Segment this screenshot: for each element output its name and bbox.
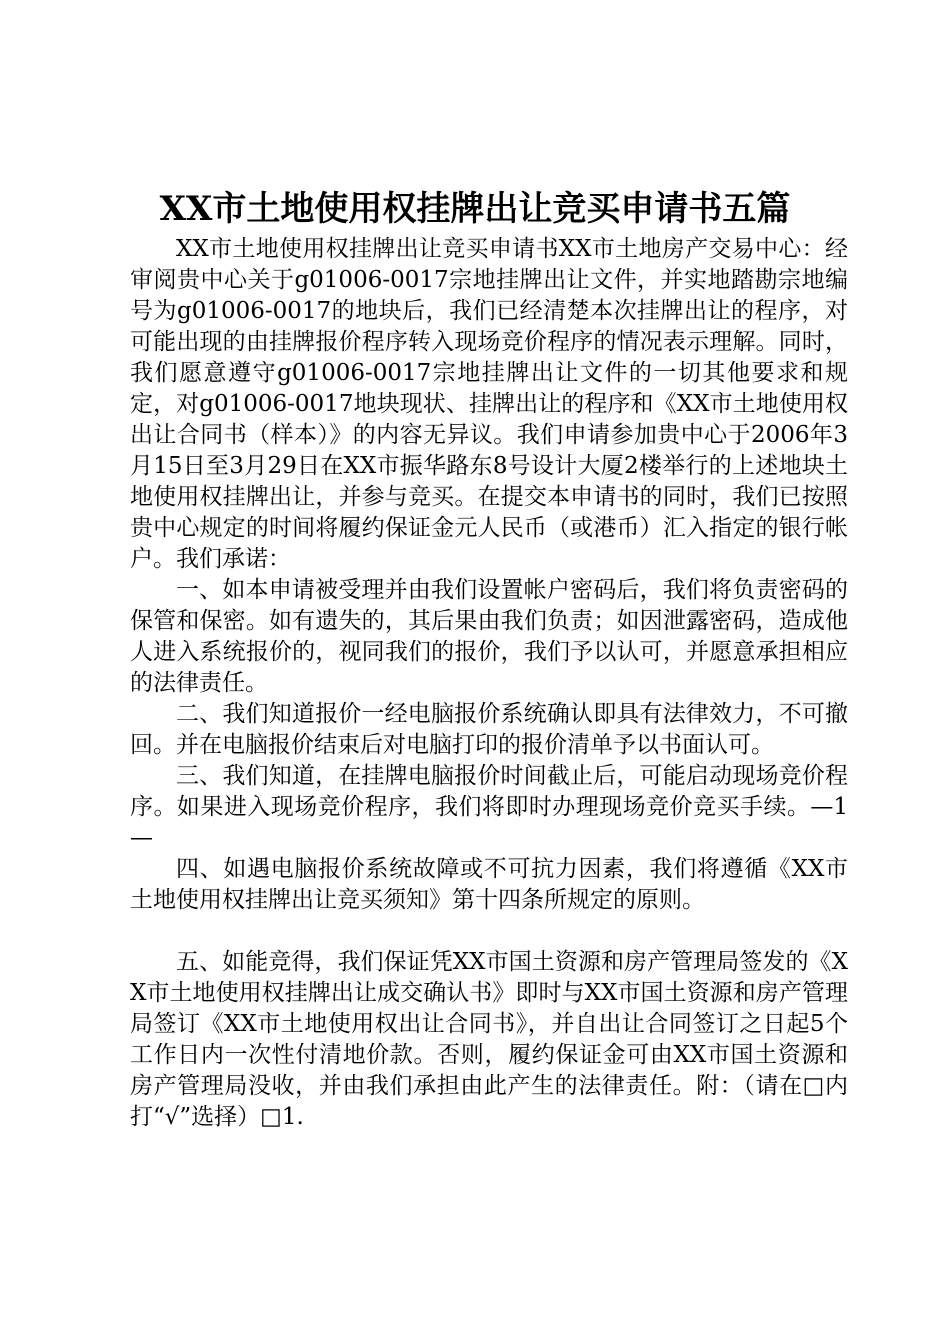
paragraph-item-4: 四、如遇电脑报价系统故障或不可抗力因素，我们将遵循《XX市土地使用权挂牌出让竞买须知》第十四条所规定的原则。	[130, 856, 848, 913]
document-body	[130, 234, 848, 1133]
document-title: XX市土地使用权挂牌出让竞买申请书五篇	[159, 189, 791, 229]
paragraph-spacer	[130, 916, 848, 947]
paragraph-intro: XX市土地使用权挂牌出让竞买申请书XX市土地房产交易中心：经审阅贵中心关于g01006-0017宗地挂牌出让文件，并实地踏勘宗地编号为g01006-0017的地块后，我们已经清楚本次挂牌出让的程序，对可能出现的由挂牌报价程序转入现场竞价程序的情况表示理解。同时，我们愿意遵守g01006-0017宗地挂牌出让文件的一切其他要求和规定，对g01006-0017地块现状、挂牌出让的程序和《XX市土地使用权出让合同书（样本）》的内容无异议。我们申请参加贵中心于2006年3月15日至3月29日在XX市振华路东8号设计大厦2楼举行的上述地块土地使用权挂牌出让，并参与竞买。在提交本申请书的同时，我们已按照贵中心规定的时间将履约保证金元人民币（或港币）汇入指定的银行帐户。我们承诺：	[130, 236, 848, 572]
paragraph-item-2: 二、我们知道报价一经电脑报价系统确认即具有法律效力，不可撤回。并在电脑报价结束后对电脑打印的报价清单予以书面认可。	[130, 701, 848, 758]
paragraph-item-1: 一、如本申请被受理并由我们设置帐户密码后，我们将负责密码的保管和保密。如有遗失的，其后果由我们负责；如因泄露密码，造成他人进入系统报价的，视同我们的报价，我们予以认可，并愿意承担相应的法律责任。	[130, 577, 848, 696]
paragraph-item-5: 五、如能竞得，我们保证凭XX市国土资源和房产管理局签发的《XX市土地使用权挂牌出让成交确认书》即时与XX市国土资源和房产管理局签订《XX市土地使用权出让合同书》，并自出让合同签订之日起5个工作日内一次性付清地价款。否则，履约保证金可由XX市国土资源和房产管理局没收，并由我们承担由此产生的法律责任。附：（请在□内打“√”选择）□1.	[130, 949, 848, 1130]
paragraph-item-3: 三、我们知道，在挂牌电脑报价时间截止后，可能启动现场竞价程序。如果进入现场竞价程序，我们将即时办理现场竞价竞买手续。—1—	[130, 763, 848, 851]
